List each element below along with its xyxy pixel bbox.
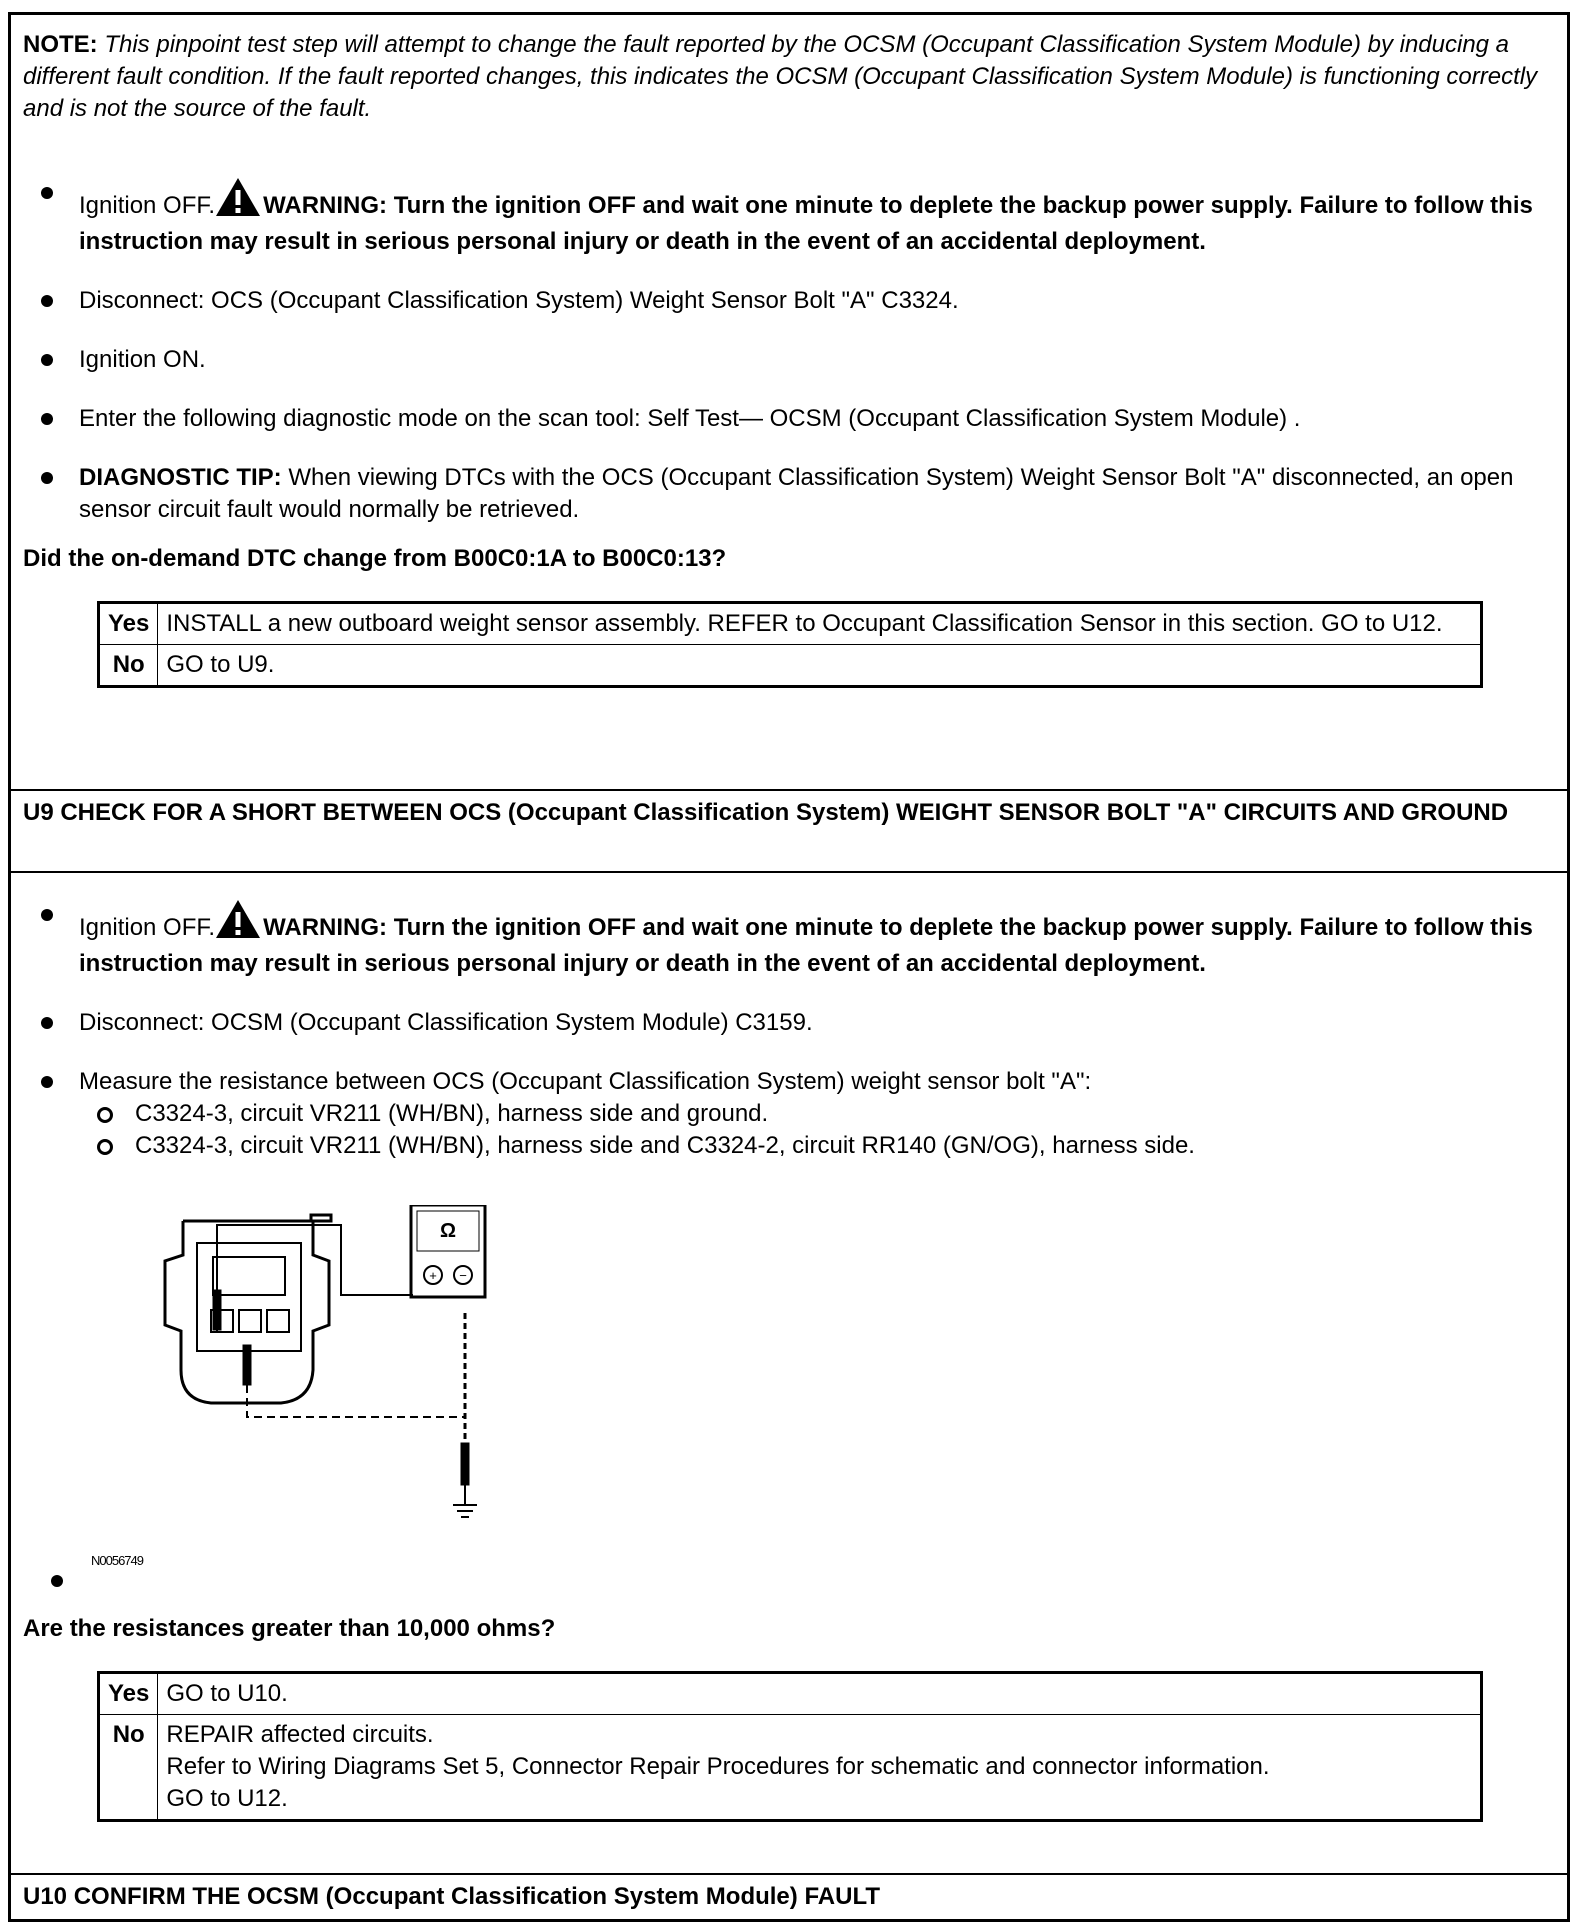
- sub-text: C3324-3, circuit VR211 (WH/BN), harness side and C3324-2, circuit RR140 (GN/OG), harness side.: [135, 1132, 1195, 1159]
- list-item: [23, 285, 1563, 317]
- list-item: [23, 1066, 1563, 1162]
- enter-mode-text: Enter the following diagnostic mode on the scan tool: Self Test— OCSM (Occupant Classification System Module) .: [79, 405, 1301, 432]
- measure-sublist: [79, 1098, 1563, 1162]
- warning-icon: [215, 177, 261, 226]
- disconnect-text: Disconnect: OCSM (Occupant Classification System Module) C3159.: [79, 1009, 813, 1036]
- note-text: This pinpoint test step will attempt to change the fault reported by the OCSM (Occupant Classification System Module) by inducing a different fault condition. If the fault reported changes, this indicates the OCSM (Occupant Classification System Module) is functioning correctly and is not the source of the fault.: [23, 31, 1538, 122]
- probe-tip: [243, 1345, 251, 1385]
- u9-heading: U9 CHECK FOR A SHORT BETWEEN OCS (Occupant Classification System) WEIGHT SENSOR BOLT "A" CIRCUITS AND GROUND: [23, 799, 1509, 826]
- table-row: [99, 645, 1482, 687]
- probe-tip: [461, 1443, 469, 1485]
- terminal: [267, 1310, 289, 1332]
- yes-label: Yes: [99, 1673, 158, 1715]
- bullet: [51, 1575, 63, 1587]
- step-list: [23, 177, 1563, 553]
- ground-wire-dashed: [247, 1385, 466, 1417]
- disconnect-text: Disconnect: OCS (Occupant Classification System) Weight Sensor Bolt "A" C3324.: [79, 287, 959, 314]
- bullet: [41, 1076, 53, 1088]
- no-label: No: [99, 1715, 158, 1821]
- no-line: GO to U12.: [166, 1785, 288, 1812]
- no-text: GO to U9.: [158, 645, 1482, 687]
- divider: [11, 789, 1567, 791]
- table-row: [99, 1715, 1482, 1821]
- sub-item: [79, 1130, 1563, 1162]
- circle-bullet: [97, 1107, 113, 1123]
- ignition-off-text: Ignition OFF.: [79, 192, 216, 219]
- connector-inner: [213, 1257, 285, 1295]
- bullet: [41, 472, 53, 484]
- ohm-symbol: Ω: [439, 1220, 457, 1242]
- bullet: [41, 909, 53, 921]
- divider: [11, 871, 1567, 873]
- probe-wire: [217, 1225, 413, 1333]
- bullet: [41, 295, 53, 307]
- note-label: NOTE:: [23, 31, 98, 58]
- yes-no-table: [97, 1671, 1483, 1822]
- list-item: [23, 462, 1563, 526]
- yes-text: GO to U10.: [158, 1673, 1482, 1715]
- ignition-off-text: Ignition OFF.: [79, 914, 216, 941]
- no-line: REPAIR affected circuits.: [166, 1721, 434, 1748]
- divider: [11, 1873, 1567, 1875]
- note-paragraph: [23, 29, 1563, 125]
- ground-symbol: [453, 1485, 477, 1517]
- probe-tip: [213, 1290, 221, 1330]
- warning-text: WARNING: Turn the ignition OFF and wait one minute to deplete the backup power supply. Failure to follow this instruction may result in serious personal injury or death in the event of an accidental deployment.: [79, 192, 1533, 255]
- list-item: [23, 177, 1563, 258]
- circle-bullet: [97, 1139, 113, 1155]
- question-dtc-change: Did the on-demand DTC change from B00C0:1A to B00C0:13?: [23, 545, 727, 572]
- figure-id: N0056749: [91, 1553, 143, 1568]
- u10-heading: U10 CONFIRM THE OCSM (Occupant Classification System Module) FAULT: [23, 1883, 880, 1910]
- u9-step-list: [23, 899, 1563, 1189]
- bullet: [41, 354, 53, 366]
- yes-no-table: [97, 601, 1483, 688]
- yes-text: INSTALL a new outboard weight sensor assembly. REFER to Occupant Classification Sensor in this section. GO to U12.: [158, 603, 1482, 645]
- minus-sign: −: [459, 1268, 467, 1283]
- sub-text: C3324-3, circuit VR211 (WH/BN), harness side and ground.: [135, 1100, 769, 1127]
- bullet: [41, 413, 53, 425]
- list-item: [23, 1007, 1563, 1039]
- yes-label: Yes: [99, 603, 158, 645]
- measure-text: Measure the resistance between OCS (Occupant Classification System) weight sensor bolt "A":: [79, 1068, 1092, 1095]
- list-item: [23, 899, 1563, 980]
- tip-text: When viewing DTCs with the OCS (Occupant Classification System) Weight Sensor Bolt "A" disconnected, an open sensor circuit fault would normally be retrieved.: [79, 464, 1514, 523]
- ohmmeter-diagram: [161, 1205, 621, 1580]
- procedure-frame: [8, 12, 1570, 1922]
- table-row: [99, 603, 1482, 645]
- list-item: [23, 344, 1563, 376]
- sub-item: [79, 1098, 1563, 1130]
- question-resistance: Are the resistances greater than 10,000 ohms?: [23, 1615, 556, 1642]
- list-item: [23, 403, 1563, 435]
- terminal: [239, 1310, 261, 1332]
- no-line: Refer to Wiring Diagrams Set 5, Connector Repair Procedures for schematic and connector information.: [166, 1753, 1270, 1780]
- tip-label: DIAGNOSTIC TIP:: [79, 464, 282, 491]
- table-row: [99, 1673, 1482, 1715]
- warning-icon: [215, 899, 261, 948]
- plus-sign: +: [429, 1268, 437, 1283]
- no-label: No: [99, 645, 158, 687]
- warning-text: WARNING: Turn the ignition OFF and wait one minute to deplete the backup power supply. Failure to follow this instruction may result in serious personal injury or death in the event of an accidental deployment.: [79, 914, 1533, 977]
- no-cell: [158, 1715, 1482, 1821]
- bullet: [41, 1017, 53, 1029]
- ignition-on-text: Ignition ON.: [79, 346, 206, 373]
- bullet: [41, 187, 53, 199]
